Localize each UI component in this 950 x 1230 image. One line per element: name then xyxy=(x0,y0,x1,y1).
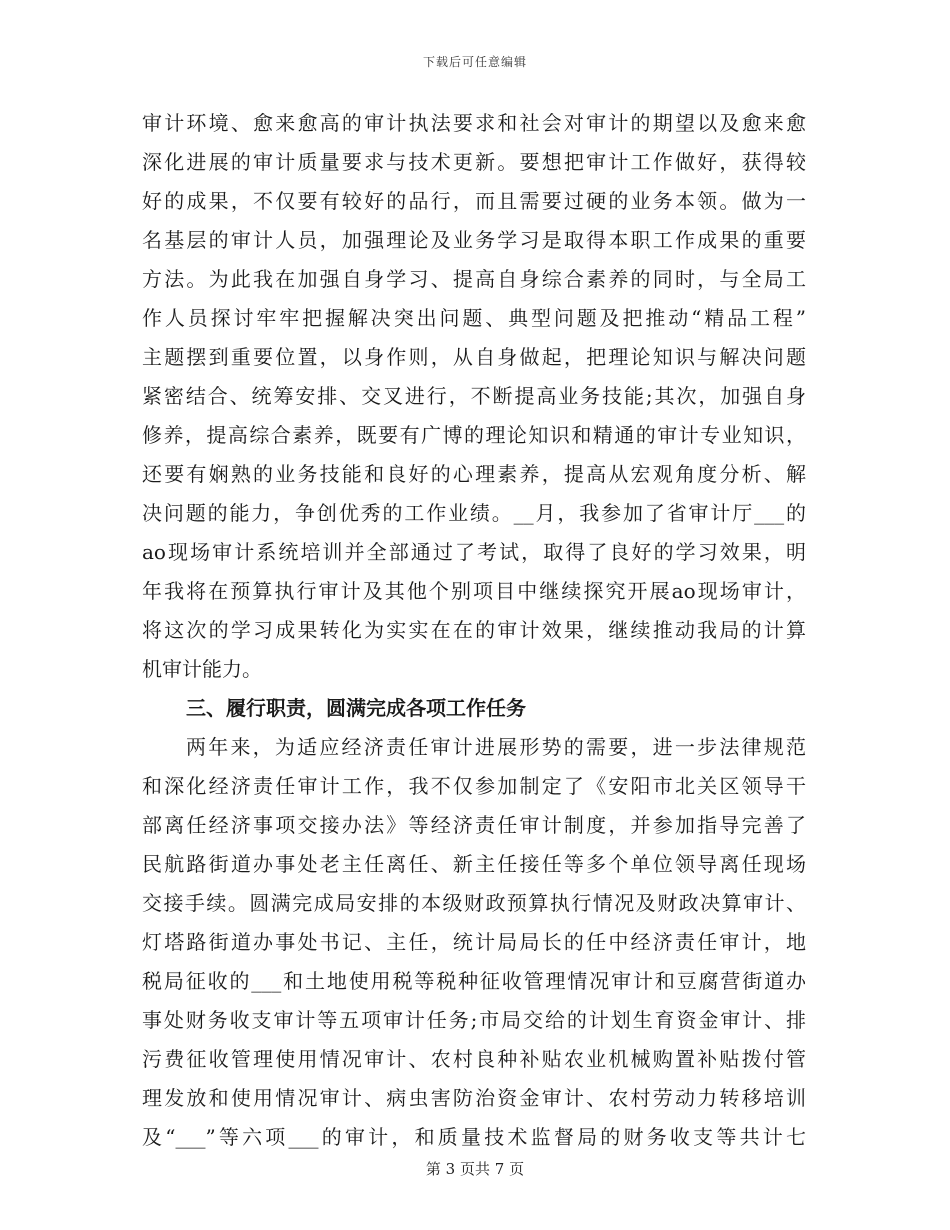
section-heading: 三、履行职责，圆满完成各项工作任务 xyxy=(186,696,526,720)
body-line: 名基层的审计人员，加强理论及业务学习是取得本职工作成果的重要 xyxy=(142,228,806,252)
body-line: 灯塔路街道办事处书记、主任，统计局局长的任中经济责任审计，地 xyxy=(142,930,806,954)
body-line: 主题摆到重要位置，以身作则，从自身做起，把理论知识与解决问题 xyxy=(142,345,806,369)
body-line: 修养，提高综合素养，既要有广博的理论知识和精通的审计专业知识， xyxy=(142,423,806,447)
body-line: 还要有娴熟的业务技能和良好的心理素养，提高从宏观角度分析、解 xyxy=(142,462,806,486)
body-line: 将这次的学习成果转化为实实在在的审计效果，继续推动我局的计算 xyxy=(142,618,806,642)
body-line: 两年来，为适应经济责任审计进展形势的需要，进一步法律规范 xyxy=(186,735,806,759)
body-line: 和深化经济责任审计工作，我不仅参加制定了《安阳市北关区领导干 xyxy=(142,774,806,798)
body-line: 部离任经济事项交接办法》等经济责任审计制度，并参加指导完善了 xyxy=(142,813,806,837)
body-line: 及“___”等六项___的审计，和质量技术监督局的财务收支等共计七 xyxy=(142,1125,806,1149)
body-line: 审计环境、愈来愈高的审计执法要求和社会对审计的期望以及愈来愈 xyxy=(142,111,806,135)
body-line: 税局征收的___和土地使用税等税种征收管理情况审计和豆腐营街道办 xyxy=(142,969,806,993)
body-line: 作人员探讨牢牢把握解决突出问题、典型问题及把推动“精品工程” xyxy=(142,306,806,330)
body-line: 民航路街道办事处老主任离任、新主任接任等多个单位领导离任现场 xyxy=(142,852,806,876)
body-line: 年我将在预算执行审计及其他个别项目中继续探究开展ao现场审计， xyxy=(142,579,806,603)
body-line: 交接手续。圆满完成局安排的本级财政预算执行情况及财政决算审计、 xyxy=(142,891,806,915)
body-line: 决问题的能力，争创优秀的工作业绩。__月，我参加了省审计厅___的 xyxy=(142,501,806,525)
body-line: 事处财务收支审计等五项审计任务;市局交给的计划生育资金审计、排 xyxy=(142,1008,806,1032)
body-line: ao现场审计系统培训并全部通过了考试，取得了良好的学习效果，明 xyxy=(142,540,806,564)
body-line: 紧密结合、统筹安排、交叉进行，不断提高业务技能;其次，加强自身 xyxy=(142,384,806,408)
page-number: 第 3 页共 7 页 xyxy=(425,1160,525,1178)
body-line: 好的成果，不仅要有较好的品行，而且需要过硬的业务本领。做为一 xyxy=(142,189,806,213)
body-line: 理发放和使用情况审计、病虫害防治资金审计、农村劳动力转移培训 xyxy=(142,1086,806,1110)
header-note: 下载后可任意编辑 xyxy=(422,55,527,69)
body-line: 机审计能力。 xyxy=(142,657,262,681)
body-line: 污费征收管理使用情况审计、农村良种补贴农业机械购置补贴拨付管 xyxy=(142,1047,806,1071)
document-body xyxy=(142,104,806,1157)
body-line: 深化进展的审计质量要求与技术更新。要想把审计工作做好，获得较 xyxy=(142,150,806,174)
body-line: 方法。为此我在加强自身学习、提高自身综合素养的同时，与全局工 xyxy=(142,267,806,291)
